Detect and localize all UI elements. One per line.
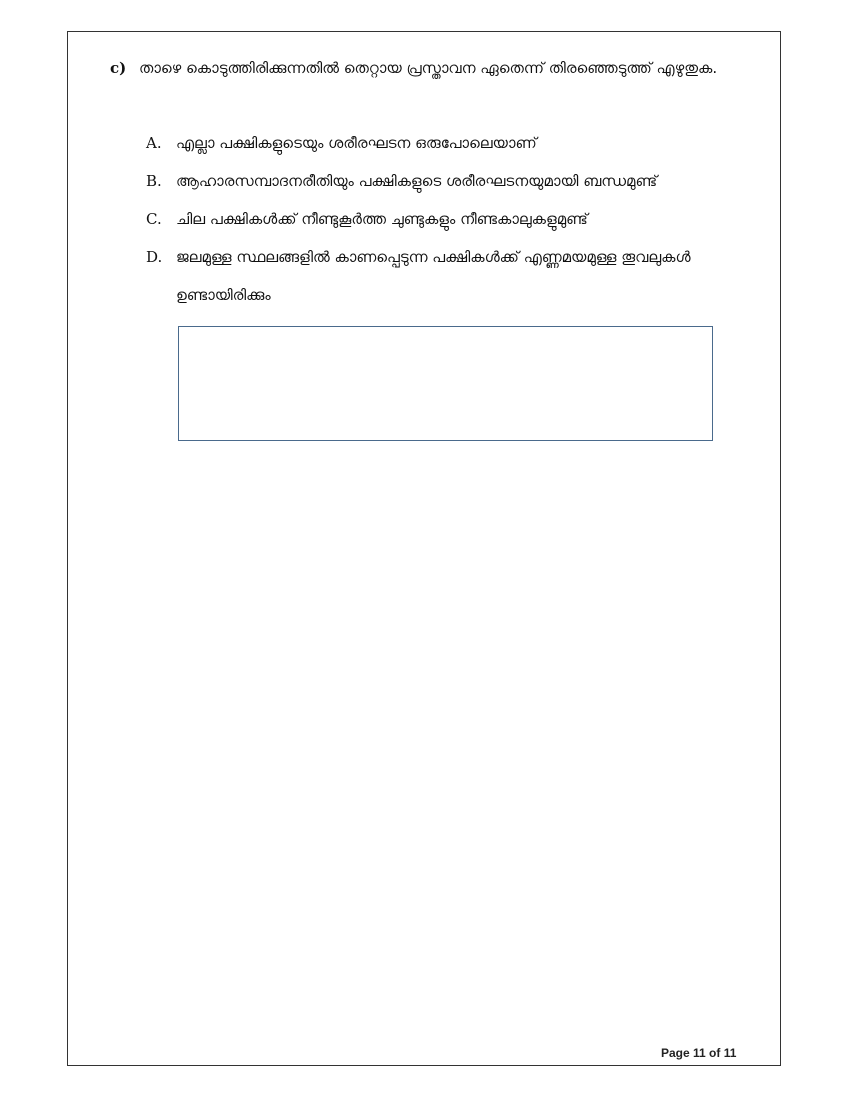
option-text: ആഹാരസമ്പാദനരീതിയും പക്ഷികളുടെ ശരീരഘടനയുമായി ബന്ധമുണ്ട് bbox=[176, 172, 658, 190]
option-letter: B. bbox=[146, 172, 162, 190]
option-letter: D. bbox=[146, 248, 163, 266]
answer-box[interactable] bbox=[178, 326, 713, 441]
option-text: ചില പക്ഷികൾക്ക് നീണ്ടുകൂർത്ത ചുണ്ടുകളും നീണ്ടകാലുകളുമുണ്ട് bbox=[176, 210, 588, 228]
option-letter: A. bbox=[146, 134, 162, 152]
option-text: ജലമുള്ള സ്ഥലങ്ങളിൽ കാണപ്പെടുന്ന പക്ഷികൾക്ക് എണ്ണമയമുള്ള തൂവലുകൾ ഉണ്ടായിരിക്കും bbox=[176, 248, 691, 304]
question-label: c) bbox=[110, 59, 127, 77]
question-text: താഴെ കൊടുത്തിരിക്കുന്നതിൽ തെറ്റായ പ്രസ്താവന ഏതെന്ന് തിരഞ്ഞെടുത്ത് എഴുതുക. bbox=[139, 59, 718, 77]
option-text: എല്ലാ പക്ഷികളുടെയും ശരീരഘടന ഒരുപോലെയാണ് bbox=[176, 134, 537, 152]
page-number: Page 11 of 11 bbox=[661, 1046, 737, 1060]
option-letter: C. bbox=[146, 210, 162, 228]
